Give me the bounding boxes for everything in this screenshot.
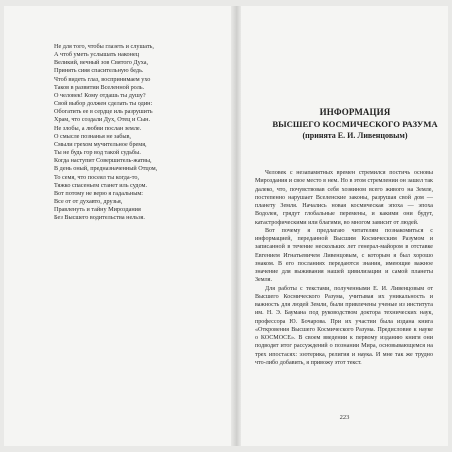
poem-line: О смысле познанья не забыв, [54, 132, 131, 140]
chapter-title [265, 106, 445, 142]
poem-line: Вот потому не верю я гадальным: [54, 189, 144, 197]
poem-line: Ты не будь гор вод такой судьбы. [54, 149, 141, 157]
title-line-3: (принята Е. И. Ливенцовым) [302, 131, 408, 140]
poem-line: Правленуть и тайну Мироздания [54, 206, 141, 214]
poem-line: Обогатить ее в сердце иль разрушить [54, 108, 153, 116]
title-line-1: ИНФОРМАЦИЯ [319, 107, 391, 117]
book-spread [4, 6, 448, 446]
paragraph: Человек с незапамятных времен стремился постичь основы Мироздания и свое место в нем. Но в этом стремлении он зашел так далеко, что, почувствовав себя хозяином всего живого на Земле, постепенно нарушает Вселенские законы, разрушая свой дом — планету Земля. Начались новая космическая эпоха — эпоха Водолея, грядут глобальные перемены, и какими они будут, катастрофическими или благими, во многом зависит от людей. [255, 170, 433, 226]
poem-line: Таков в развитии Вселенной роль. [54, 83, 145, 91]
poem-line: А чтоб уметь услышать наконец [54, 51, 140, 59]
poem [54, 43, 226, 222]
poem-line: Тяжко спасеньем станет иль судом. [54, 181, 148, 189]
poem-line: Храм, что создали Дух, Отец и Сын. [54, 116, 151, 124]
page-number: 223 [339, 414, 350, 421]
poem-line: Не для того, чтобы глазеть и слушать, [54, 43, 154, 50]
title-line-2: ВЫСШЕГО КОСМИЧЕСКОГО РАЗУМА [272, 119, 438, 129]
poem-line: Когда наступит Совершитель-жатвы, [54, 157, 152, 165]
paragraph: Вот почему я предлагаю читателям познакомиться с информацией, переданной Высшим Космическим Разумом и записанной в течение нескольких лет генерал-майором в отставке Евгением Игнатьевичем Ливенцовым, с которым я был хорошо знаком. В его посланиях передаются знания, имеющие важное значение для выживания нашей цивилизации и самой планеты Земля. [255, 227, 433, 284]
poem-line: То семя, что посеял ты когда-то, [54, 173, 140, 181]
left-page [4, 6, 231, 446]
poem-line: Без Высшего водительства нельзя. [54, 214, 145, 222]
poem-line: В день оный, предназначенный Отцом, [54, 165, 158, 173]
poem-line: Великий, вечный зов Святого Духа, [54, 59, 149, 67]
poem-line: Все от от духавто, друзья, [54, 197, 123, 205]
body-text [255, 169, 433, 367]
poem-line: Чтоб видеть глаз, воспринимаем ухо [54, 75, 151, 83]
poem-line: Не злобы, а любви послан земле. [54, 124, 142, 132]
poem-line: Свой выбор должен сделать ты один: [54, 100, 153, 108]
poem-line: О человек! Кому отдашь ты душу? [54, 91, 146, 99]
book-spine [231, 6, 241, 446]
right-page [241, 6, 448, 446]
poem-line: Принять сияя спасительную бедь. [54, 67, 144, 75]
poem-line: Смыли грехом мучительное бремя, [54, 140, 147, 148]
paragraph: Для работы с текстами, полученными Е. И. Ливенцовым от Высшего Космического Разума, учитывая их уникальность и важность для людей Земли, были привлечены ученые из института им. Н. Э. Баумана под руководством доктора технических наук, профессора Ю. Бочарова. При их участии была издана книга «Откровения Высшего Космического Разума. Предисловие к науке о КОСМОСЕ». В своем введении к первому изданию книги они подводят итог рассуждений о познании Мира, основывающемся на трех ипостасях: эзотерика, религия и наука. И мне так же трудно что-либо добавить, я привожу этот текст. [255, 285, 433, 366]
